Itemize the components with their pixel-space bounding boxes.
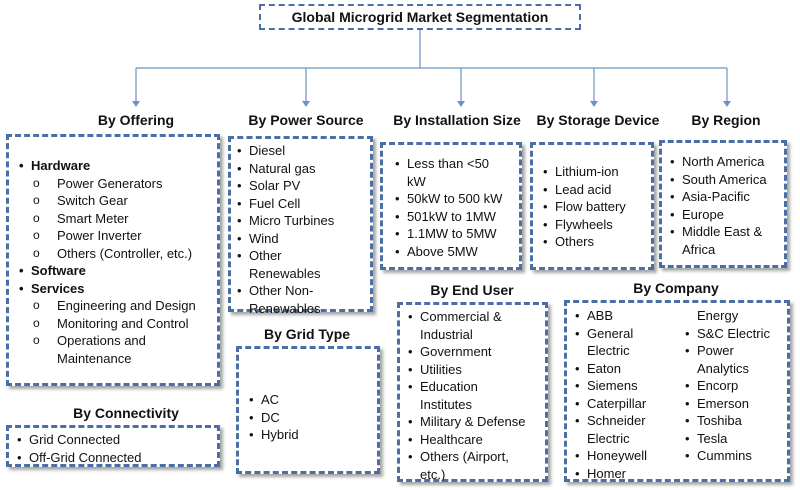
region-box (659, 140, 787, 268)
services-sub-item: o Engineering and Design (19, 297, 213, 315)
hardware-sub-item: o Power Inverter (19, 227, 213, 245)
list-item: • Hybrid (249, 426, 373, 444)
company-right-list (685, 325, 787, 465)
offering-box (6, 134, 220, 386)
hardware-item: • Hardware (19, 157, 213, 175)
end-user-heading: By End User (430, 282, 514, 298)
list-item: • North America (670, 153, 780, 171)
offering-heading: By Offering (97, 112, 175, 128)
list-item: • Others (543, 233, 647, 251)
arrow-region (723, 101, 731, 107)
list-item: • S&C Electric (685, 325, 787, 343)
list-item: • Siemens (575, 377, 685, 395)
end-user-list (408, 308, 541, 483)
list-item: • Grid Connected (17, 431, 213, 449)
list-item: • Flow battery (543, 198, 647, 216)
list-item: • Above 5MW (395, 243, 515, 261)
list-item: • Micro Turbines (237, 212, 366, 230)
list-item: • Healthcare (408, 431, 541, 449)
list-item: • Other Non-Renewables (237, 282, 349, 317)
list-item: • Homer (575, 465, 685, 483)
connectivity-heading: By Connectivity (73, 405, 179, 421)
storage-device-box (530, 142, 654, 270)
hardware-sub-item: o Power Generators (19, 175, 213, 193)
list-item: • Lithium-ion (543, 163, 647, 181)
hardware-sub-item: o Others (Controller, etc.) (19, 245, 213, 263)
list-item: • 501kW to 1MW (395, 208, 515, 226)
arrow-offering (132, 101, 140, 107)
connectivity-box (6, 425, 220, 467)
list-item: • Commercial & Industrial (408, 308, 535, 343)
list-item: • Others (Airport, etc.) (408, 448, 530, 483)
storage-device-heading: By Storage Device (536, 112, 660, 128)
list-item: • South America (670, 171, 780, 189)
list-item: • Middle East & Africa (670, 223, 782, 258)
power-source-heading: By Power Source (248, 112, 364, 128)
list-item: • Military & Defense (408, 413, 541, 431)
services-item: • Services (19, 280, 213, 298)
arrow-storage (590, 101, 598, 107)
installation-size-list (395, 155, 515, 260)
arrow-installation (457, 101, 465, 107)
list-item: • Fuel Cell (237, 195, 366, 213)
list-item: • Caterpillar (575, 395, 685, 413)
list-item: • Power Analytics (685, 342, 767, 377)
list-item: • Lead acid (543, 181, 647, 199)
arrow-power-source (302, 101, 310, 107)
list-item: • Schneider Electric (575, 412, 667, 447)
list-item: • Less than <50 kW (395, 155, 507, 190)
list-item: • Tesla (685, 430, 787, 448)
list-item: • Other Renewables (237, 247, 339, 282)
list-item: • Toshiba (685, 412, 787, 430)
company-left-list (575, 307, 685, 482)
installation-size-box (380, 142, 522, 270)
company-box (564, 300, 790, 482)
list-item: • Asia-Pacific (670, 188, 780, 206)
company-left-column (575, 307, 685, 482)
hardware-sub-item: o Smart Meter (19, 210, 213, 228)
connectivity-list (17, 431, 213, 466)
list-item: • Eaton (575, 360, 685, 378)
list-item: • 50kW to 500 kW (395, 190, 515, 208)
list-item: • Solar PV (237, 177, 366, 195)
list-item: • Government (408, 343, 541, 361)
list-item: • Diesel (237, 142, 366, 160)
storage-device-list (543, 163, 647, 251)
list-item: • ABB (575, 307, 685, 325)
list-item: • Honeywell (575, 447, 685, 465)
power-source-list (237, 142, 366, 317)
list-item: • Flywheels (543, 216, 647, 234)
list-item: • Off-Grid Connected (17, 449, 213, 467)
diagram-title: Global Microgrid Market Segmentation (259, 4, 581, 30)
installation-size-heading: By Installation Size (393, 112, 521, 128)
software-item: • Software (19, 262, 213, 280)
list-item: • Natural gas (237, 160, 366, 178)
list-item: • Europe (670, 206, 780, 224)
list-item: • Cummins (685, 447, 787, 465)
grid-type-list (249, 391, 373, 444)
list-item: • AC (249, 391, 373, 409)
services-sub-item: o Monitoring and Control (19, 315, 213, 333)
list-item: • General Electric (575, 325, 657, 360)
company-continued-text: Energy (697, 308, 739, 323)
region-list (670, 153, 780, 258)
company-right-column (685, 307, 787, 465)
hardware-sub-item: o Switch Gear (19, 192, 213, 210)
list-item: • 1.1MW to 5MW (395, 225, 515, 243)
company-heading: By Company (633, 280, 719, 296)
services-sub-item: o Operations and Maintenance (19, 332, 213, 367)
list-item: • Utilities (408, 361, 541, 379)
list-item: • Education Institutes (408, 378, 500, 413)
grid-type-box (236, 346, 380, 474)
end-user-box (397, 302, 548, 482)
offering-list (19, 157, 213, 367)
list-item: • Encorp (685, 377, 787, 395)
list-item: • Wind (237, 230, 366, 248)
grid-type-heading: By Grid Type (263, 326, 351, 342)
list-item: • DC (249, 409, 373, 427)
list-item: • Emerson (685, 395, 787, 413)
power-source-box (228, 136, 373, 316)
region-heading: By Region (691, 112, 761, 128)
